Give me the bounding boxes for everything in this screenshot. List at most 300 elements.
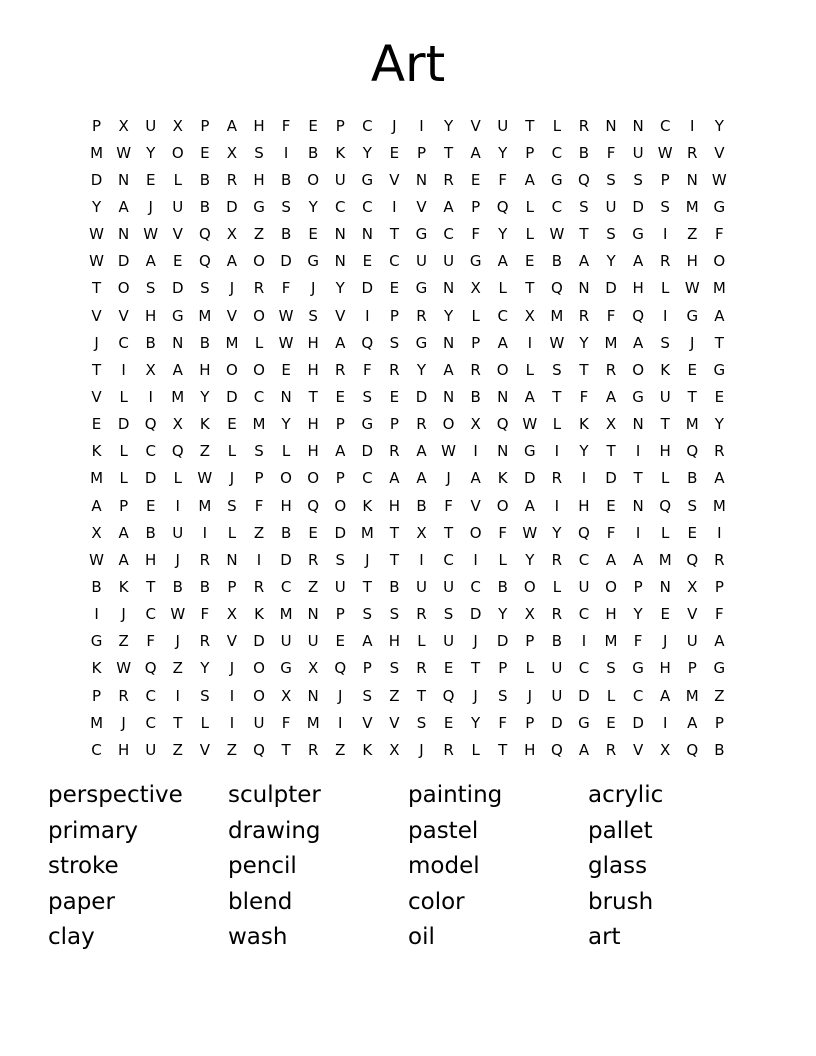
grid-letter: E [281, 360, 291, 379]
grid-letter: A [389, 469, 400, 488]
grid-letter: D [90, 170, 103, 189]
grid-letter: R [335, 360, 346, 379]
grid-letter: I [662, 713, 668, 732]
grid-letter: V [416, 197, 427, 216]
grid-letter: X [226, 143, 238, 162]
grid-letter: D [226, 197, 238, 216]
grid-letter: D [144, 469, 157, 488]
grid-letter: C [551, 197, 563, 216]
grid-letter: B [308, 143, 319, 162]
grid-letter: U [415, 252, 427, 271]
grid-letter: F [606, 523, 616, 542]
grid-letter: E [443, 659, 454, 678]
grid-letter: G [632, 387, 644, 406]
word-list-item: clay [48, 924, 95, 950]
word-list-column [408, 778, 588, 956]
grid-letter: P [335, 116, 345, 135]
grid-letter: S [416, 713, 427, 732]
grid-letter: G [171, 306, 184, 325]
grid-letter: K [254, 605, 264, 624]
grid-letter: G [469, 252, 482, 271]
grid-letter: R [416, 306, 427, 325]
grid-letter: I [175, 686, 180, 705]
grid-letter: D [605, 279, 617, 298]
grid-letter: P [227, 577, 237, 596]
grid-letter: L [119, 469, 128, 488]
grid-letter: J [392, 116, 397, 135]
grid-letter: K [362, 496, 373, 515]
grid-letter: J [473, 632, 478, 651]
grid-letter: R [551, 605, 563, 624]
grid-letter: M [90, 713, 104, 732]
grid-letter: C [578, 550, 590, 569]
grid-letter: R [578, 116, 590, 135]
grid-letter: C [335, 197, 346, 216]
grid-letter: I [338, 713, 343, 732]
grid-letter: F [633, 632, 643, 651]
grid-letter: G [90, 632, 103, 651]
grid-letter: N [442, 333, 455, 352]
grid-letter: J [94, 333, 99, 352]
grid-letter: U [145, 740, 157, 759]
grid-letter: Z [118, 632, 129, 651]
grid-letter: A [118, 523, 129, 542]
grid-letter: I [581, 469, 587, 488]
grid-letter: J [446, 469, 451, 488]
grid-letter: T [606, 442, 616, 461]
grid-letter: L [525, 225, 534, 244]
grid-letter: Q [496, 197, 509, 216]
grid-letter: F [715, 605, 724, 624]
grid-letter: C [443, 550, 454, 569]
grid-letter: F [498, 170, 508, 189]
grid-letter: J [473, 686, 478, 705]
grid-letter: L [606, 686, 616, 705]
grid-letter: M [685, 197, 699, 216]
grid-letter: Y [443, 306, 454, 325]
grid-letter: R [470, 360, 481, 379]
grid-letter: I [581, 632, 587, 651]
grid-letter: D [280, 252, 292, 271]
grid-letter: B [280, 225, 292, 244]
grid-letter: W [441, 442, 456, 461]
grid-letter: H [686, 252, 698, 271]
grid-letter: I [473, 442, 478, 461]
grid-letter: I [256, 550, 262, 569]
grid-letter: B [687, 469, 698, 488]
grid-letter: A [714, 632, 725, 651]
grid-letter: P [525, 143, 535, 162]
grid-letter: C [632, 686, 644, 705]
grid-letter: T [687, 387, 697, 406]
word-list-item: stroke [48, 853, 119, 879]
grid-letter: B [145, 333, 156, 352]
grid-letter: Y [714, 116, 724, 135]
grid-letter: Z [253, 225, 265, 244]
grid-letter: W [116, 143, 132, 162]
grid-letter: Q [361, 333, 374, 352]
grid-letter: U [415, 577, 427, 596]
grid-letter: M [604, 333, 618, 352]
grid-letter: V [335, 306, 346, 325]
grid-letter: O [117, 279, 130, 298]
grid-letter: Y [579, 333, 589, 352]
grid-letter: J [229, 279, 235, 298]
grid-letter: X [605, 415, 617, 434]
grid-letter: C [578, 605, 590, 624]
word-list-column [228, 778, 408, 956]
grid-letter: Q [198, 252, 211, 271]
grid-letter: G [307, 252, 319, 271]
grid-letter: X [91, 523, 102, 542]
grid-letter: H [145, 306, 157, 325]
grid-letter: U [172, 197, 184, 216]
grid-letter: S [308, 306, 318, 325]
grid-letter: B [389, 577, 400, 596]
grid-letter: P [335, 415, 345, 434]
grid-letter: K [91, 659, 102, 678]
grid-letter: V [687, 605, 698, 624]
grid-letter: I [202, 523, 208, 542]
grid-row [83, 709, 733, 736]
grid-letter: P [389, 306, 399, 325]
grid-letter: N [497, 442, 509, 461]
grid-letter: G [686, 306, 699, 325]
grid-letter: E [200, 143, 210, 162]
grid-letter: A [632, 252, 644, 271]
grid-letter: E [714, 387, 725, 406]
grid-letter: F [715, 225, 724, 244]
grid-letter: Q [496, 415, 509, 434]
grid-letter: Q [550, 740, 563, 759]
grid-letter: C [659, 116, 671, 135]
grid-letter: C [362, 469, 373, 488]
grid-letter: Y [200, 659, 210, 678]
grid-letter: O [307, 170, 320, 189]
grid-letter: I [392, 197, 397, 216]
grid-letter: P [92, 686, 102, 705]
grid-row [83, 655, 733, 682]
grid-letter: D [361, 442, 374, 461]
grid-letter: A [145, 252, 156, 271]
word-list-item: pallet [588, 817, 653, 844]
grid-letter: K [497, 469, 508, 488]
grid-letter: A [497, 333, 508, 352]
grid-letter: Z [172, 659, 183, 678]
word-list-item: oil [408, 924, 435, 950]
grid-letter: R [416, 659, 427, 678]
grid-row [83, 736, 733, 763]
grid-letter: R [389, 442, 400, 461]
grid-letter: E [606, 496, 616, 515]
grid-row [83, 248, 733, 275]
grid-letter: N [118, 170, 130, 189]
grid-letter: V [91, 387, 102, 406]
grid-letter: F [606, 143, 616, 162]
grid-letter: O [496, 360, 509, 379]
grid-letter: K [118, 577, 129, 596]
grid-letter: J [229, 469, 235, 488]
grid-letter: A [226, 116, 238, 135]
grid-letter: G [551, 170, 563, 189]
grid-letter: L [254, 333, 264, 352]
grid-letter: Q [686, 442, 699, 461]
grid-letter: L [661, 469, 670, 488]
grid-letter: Z [714, 686, 725, 705]
grid-letter: O [469, 523, 482, 542]
grid-letter: N [578, 279, 590, 298]
grid-letter: H [659, 659, 671, 678]
grid-letter: T [308, 387, 318, 406]
grid-letter: S [606, 659, 616, 678]
grid-letter: R [199, 550, 211, 569]
grid-letter: F [579, 387, 589, 406]
grid-letter: N [632, 116, 644, 135]
grid-letter: Y [308, 197, 318, 216]
grid-letter: G [280, 659, 292, 678]
grid-letter: B [714, 740, 725, 759]
grid-letter: K [199, 415, 210, 434]
grid-letter: W [657, 143, 673, 162]
grid-letter: D [226, 387, 238, 406]
grid-letter: I [365, 306, 370, 325]
grid-letter: P [389, 415, 399, 434]
grid-letter: R [118, 686, 129, 705]
grid-letter: H [280, 496, 292, 515]
grid-letter: E [308, 523, 318, 542]
grid-letter: L [227, 442, 237, 461]
grid-letter: Y [471, 713, 481, 732]
grid-letter: H [117, 740, 130, 759]
grid-letter: X [389, 740, 400, 759]
grid-letter: T [389, 225, 399, 244]
grid-letter: R [307, 740, 319, 759]
grid-letter: L [661, 523, 670, 542]
grid-letter: H [253, 116, 265, 135]
grid-letter: W [89, 550, 104, 569]
grid-letter: X [226, 225, 238, 244]
word-search-grid [83, 112, 733, 763]
grid-letter: R [605, 740, 617, 759]
grid-letter: E [660, 605, 670, 624]
grid-letter: S [606, 170, 616, 189]
grid-letter: A [443, 360, 454, 379]
grid-letter: A [578, 740, 590, 759]
grid-letter: A [470, 143, 481, 162]
grid-letter: Y [498, 225, 508, 244]
grid-letter: O [713, 252, 726, 271]
grid-letter: P [254, 469, 264, 488]
grid-letter: W [89, 252, 104, 271]
grid-letter: O [253, 686, 265, 705]
grid-letter: H [578, 496, 590, 515]
grid-letter: E [173, 252, 183, 271]
grid-letter: L [471, 306, 480, 325]
grid-letter: Y [525, 550, 535, 569]
grid-letter: D [117, 252, 130, 271]
grid-letter: A [91, 496, 102, 515]
grid-letter: M [225, 333, 239, 352]
grid-letter: C [145, 605, 156, 624]
grid-letter: E [470, 170, 481, 189]
grid-letter: P [525, 632, 535, 651]
grid-letter: D [551, 713, 563, 732]
grid-letter: S [389, 333, 400, 352]
grid-letter: U [443, 577, 455, 596]
grid-letter: S [200, 279, 210, 298]
grid-letter: D [605, 469, 617, 488]
grid-row [83, 438, 733, 465]
grid-letter: X [524, 605, 535, 624]
grid-letter: Y [200, 387, 210, 406]
grid-letter: E [687, 360, 697, 379]
grid-row [83, 682, 733, 709]
grid-letter: B [199, 170, 210, 189]
grid-letter: S [335, 550, 345, 569]
grid-letter: G [713, 360, 726, 379]
grid-letter: R [551, 469, 563, 488]
grid-letter: O [605, 577, 617, 596]
grid-letter: A [497, 252, 508, 271]
grid-letter: T [281, 740, 291, 759]
grid-letter: E [443, 713, 454, 732]
grid-letter: X [172, 415, 183, 434]
grid-letter: L [525, 197, 534, 216]
page-title: Art [370, 35, 446, 93]
grid-letter: H [307, 360, 319, 379]
word-list-item: perspective [48, 782, 183, 808]
grid-letter: D [496, 632, 509, 651]
grid-letter: F [146, 632, 156, 651]
word-list-item: model [408, 853, 480, 879]
grid-letter: O [253, 306, 265, 325]
grid-letter: W [711, 170, 727, 189]
grid-letter: Z [335, 740, 346, 759]
grid-letter: Y [335, 279, 345, 298]
grid-letter: Y [443, 116, 454, 135]
grid-letter: I [175, 496, 180, 515]
grid-letter: A [605, 387, 617, 406]
word-list-item: pastel [408, 817, 479, 844]
grid-letter: P [416, 143, 426, 162]
grid-letter: X [687, 577, 698, 596]
grid-letter: Q [171, 442, 184, 461]
grid-letter: V [389, 713, 400, 732]
grid-row [83, 275, 733, 302]
grid-letter: A [416, 469, 427, 488]
grid-letter: N [605, 116, 617, 135]
grid-letter: R [443, 170, 454, 189]
grid-letter: Y [362, 143, 372, 162]
word-list-item: primary [48, 817, 139, 844]
grid-letter: M [306, 713, 320, 732]
grid-letter: T [146, 577, 156, 596]
grid-letter: B [199, 577, 210, 596]
grid-letter: L [552, 577, 562, 596]
grid-letter: L [471, 740, 480, 759]
grid-letter: H [307, 415, 319, 434]
grid-letter: V [199, 740, 210, 759]
grid-letter: T [389, 550, 399, 569]
grid-letter: H [524, 740, 536, 759]
grid-letter: D [361, 279, 374, 298]
grid-letter: Z [389, 686, 400, 705]
grid-letter: G [632, 225, 644, 244]
grid-letter: F [281, 713, 291, 732]
word-list-item: paper [48, 888, 115, 915]
grid-letter: B [199, 333, 210, 352]
grid-letter: O [442, 415, 455, 434]
grid-letter: U [443, 252, 455, 271]
grid-letter: E [525, 252, 535, 271]
grid-letter: U [659, 387, 671, 406]
grid-row [83, 519, 733, 546]
grid-letter: X [470, 279, 481, 298]
grid-letter: A [687, 713, 698, 732]
grid-letter: H [388, 496, 401, 515]
grid-letter: G [523, 442, 536, 461]
grid-letter: R [253, 577, 265, 596]
grid-letter: A [524, 170, 535, 189]
grid-letter: F [281, 279, 291, 298]
grid-letter: T [525, 279, 535, 298]
grid-letter: S [254, 442, 264, 461]
grid-letter: N [361, 225, 373, 244]
grid-letter: W [197, 469, 213, 488]
grid-letter: A [714, 306, 725, 325]
grid-letter: B [551, 632, 563, 651]
grid-letter: M [252, 415, 266, 434]
grid-letter: V [362, 713, 373, 732]
grid-letter: B [280, 523, 292, 542]
grid-letter: L [173, 469, 182, 488]
grid-letter: N [415, 170, 428, 189]
grid-letter: S [497, 686, 508, 705]
grid-letter: Y [606, 252, 616, 271]
grid-letter: Y [552, 523, 562, 542]
grid-letter: U [686, 632, 698, 651]
grid-row [83, 221, 733, 248]
grid-letter: P [714, 713, 724, 732]
grid-letter: E [335, 632, 345, 651]
grid-letter: J [175, 632, 180, 651]
grid-letter: A [578, 252, 590, 271]
grid-letter: N [442, 279, 455, 298]
grid-letter: I [148, 387, 153, 406]
grid-letter: L [119, 387, 128, 406]
grid-letter: I [662, 225, 668, 244]
grid-letter: C [551, 143, 563, 162]
grid-letter: L [417, 632, 426, 651]
grid-letter: O [253, 252, 265, 271]
grid-letter: M [360, 523, 374, 542]
grid-letter: L [119, 442, 128, 461]
grid-letter: H [632, 279, 644, 298]
grid-letter: P [92, 116, 102, 135]
grid-letter: S [606, 225, 616, 244]
grid-letter: Y [579, 442, 589, 461]
grid-letter: W [278, 306, 294, 325]
grid-letter: T [91, 360, 102, 379]
grid-row [83, 193, 733, 220]
grid-letter: I [473, 550, 478, 569]
word-list-item: glass [588, 853, 648, 879]
grid-letter: L [498, 279, 507, 298]
word-list-item: painting [408, 782, 503, 808]
grid-letter: Y [281, 415, 291, 434]
grid-letter: R [226, 170, 238, 189]
grid-letter: P [498, 659, 508, 678]
